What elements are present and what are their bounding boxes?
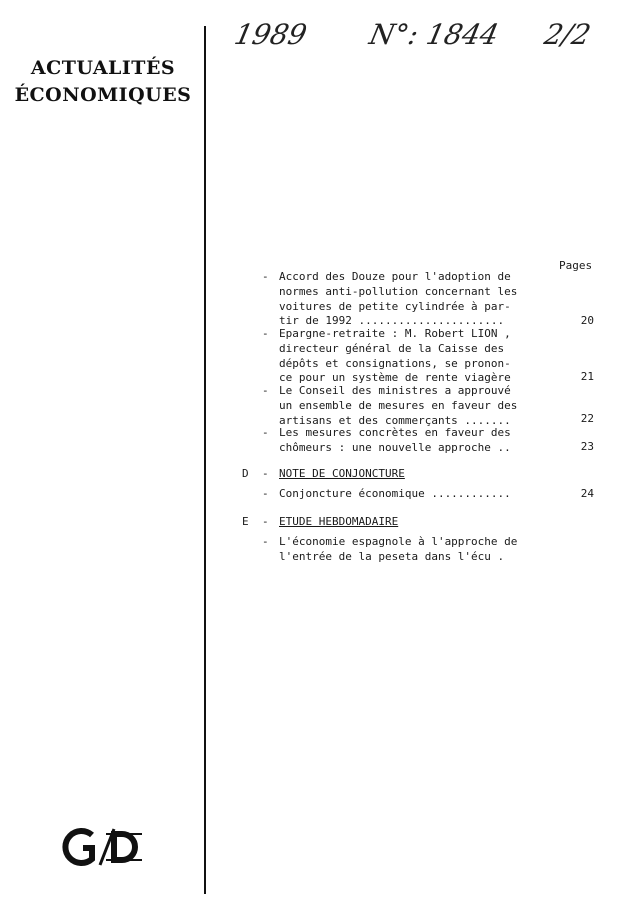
- logo-letter-d: [114, 834, 135, 860]
- entry-page-number: 20: [580, 314, 594, 327]
- section-title: NOTE DE CONJONCTURE: [279, 467, 405, 480]
- entry-dash: -: [262, 487, 269, 500]
- pages-column-header: Pages: [559, 259, 593, 272]
- entry-page-number: 21: [580, 370, 594, 383]
- entry-line: un ensemble de mesures en faveur des: [279, 398, 518, 412]
- entry-line: chômeurs : une nouvelle approche ..: [279, 440, 511, 454]
- entry-dash: -: [262, 270, 269, 283]
- toc-entry: [262, 327, 562, 386]
- masthead-line-1: ACTUALITÉS: [30, 57, 176, 79]
- entry-line: dépôts et consignations, se pronon-: [279, 356, 511, 370]
- section-letter: E: [242, 515, 249, 528]
- handwritten-issue-number: N°: 1844: [366, 18, 502, 51]
- entry-dash: -: [262, 384, 269, 397]
- toc-entry: [262, 426, 562, 456]
- section-letter: D: [242, 467, 249, 480]
- section-dash: -: [262, 467, 269, 480]
- entry-dash: -: [262, 535, 269, 548]
- entry-line: Accord des Douze pour l'adoption de: [279, 270, 511, 283]
- masthead-line-2: ÉCONOMIQUES: [14, 84, 192, 106]
- entry-line: voitures de petite cylindrée à par-: [279, 299, 511, 313]
- toc-entry: [262, 487, 562, 502]
- entry-page-number: 23: [580, 440, 594, 453]
- entry-dash: -: [262, 327, 269, 340]
- entry-line: ce pour un système de rente viagère: [279, 371, 511, 385]
- entry-line: Epargne-retraite : M. Robert LION ,: [279, 327, 511, 340]
- logo-letter-g: [65, 831, 92, 863]
- entry-line: directeur général de la Caisse des: [279, 341, 505, 355]
- section-title: ETUDE HEBDOMADAIRE: [279, 515, 399, 528]
- entry-line: tir de 1992 ......................: [279, 314, 505, 328]
- section-dash: -: [262, 515, 269, 528]
- entry-dash: -: [262, 426, 269, 439]
- handwritten-year: 1989: [231, 18, 310, 51]
- entry-line: l'entrée de la peseta dans l'écu .: [279, 549, 505, 563]
- entry-line: Les mesures concrètes en faveur des: [279, 426, 511, 439]
- toc-entry: [262, 535, 562, 565]
- masthead-title: [8, 55, 198, 109]
- toc-entry: [262, 270, 562, 329]
- entry-page-number: 22: [580, 412, 594, 425]
- entry-line: normes anti-pollution concernant les: [279, 284, 518, 298]
- entry-page-number: 24: [580, 487, 594, 500]
- entry-line: L'économie espagnole à l'approche de: [279, 535, 518, 548]
- entry-line: artisans et des commerçants .......: [279, 413, 511, 427]
- handwritten-page: 2/2: [541, 18, 594, 51]
- toc-entry: [262, 384, 562, 428]
- gd-logo: [62, 826, 154, 868]
- vertical-divider: [204, 26, 206, 894]
- entry-line: Le Conseil des ministres a approuvé: [279, 384, 511, 397]
- entry-line: Conjoncture économique ............: [279, 487, 511, 500]
